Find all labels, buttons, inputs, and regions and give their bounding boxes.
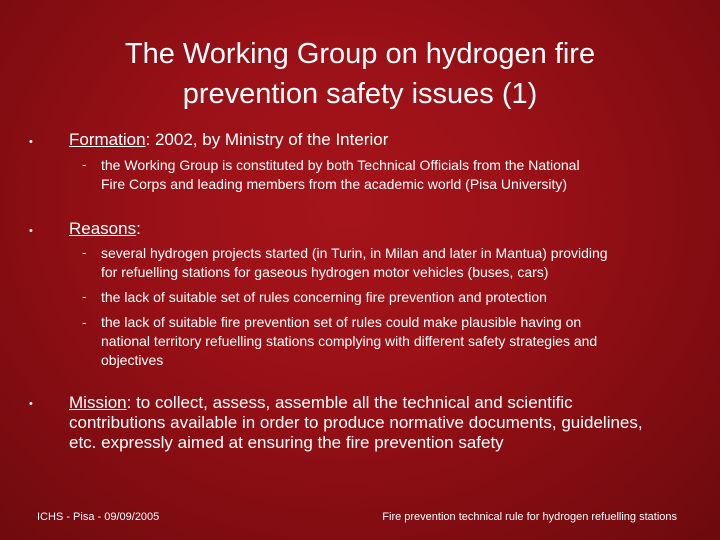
reasons-sub2-line-1: the lack of suitable set of rules concerning fire prevention and protection xyxy=(101,289,547,305)
reasons-sub1-line-2: for refuelling stations for gaseous hydrogen motor vehicles (buses, cars) xyxy=(101,264,549,280)
reasons-text: : xyxy=(136,219,141,238)
mission-line-3: etc. expressly aimed at ensuring the fire prevention safety xyxy=(69,433,504,452)
reasons-bullet xyxy=(69,219,689,239)
formation-label: Formation xyxy=(69,130,146,149)
footer-right: Fire prevention technical rule for hydrogen refuelling stations xyxy=(382,511,677,523)
formation-sub-line-2: Fire Corps and leading members from the academic world (Pisa University) xyxy=(101,176,568,192)
mission-text-1: : to collect, assess, assemble all the technical and scientific xyxy=(126,393,573,412)
title-line-1: The Working Group on hydrogen fire xyxy=(124,38,596,70)
bullet-icon: • xyxy=(29,225,33,237)
mission-line-1 xyxy=(69,393,689,413)
mission-label: Mission xyxy=(69,393,127,412)
dash-icon: - xyxy=(82,289,87,304)
formation-sub-line-1: the Working Group is constituted by both Technical Officials from the National xyxy=(101,157,580,173)
formation-text: : 2002, by Ministry of the Interior xyxy=(145,130,389,149)
bullet-icon: • xyxy=(29,398,33,410)
dash-icon: - xyxy=(82,157,87,172)
reasons-label: Reasons xyxy=(69,219,137,238)
mission-bullet xyxy=(69,393,689,453)
mission-line-2: contributions available in order to produce normative documents, guidelines, xyxy=(69,413,643,432)
dash-icon: - xyxy=(82,245,87,260)
bullet-icon: • xyxy=(29,136,33,148)
footer-left: ICHS - Pisa - 09/09/2005 xyxy=(37,511,160,523)
reasons-sub3-line-1: the lack of suitable fire prevention set of rules could make plausible having on xyxy=(101,314,582,330)
reasons-sub-item-3 xyxy=(101,313,691,370)
reasons-sub-item-2 xyxy=(101,288,691,307)
slide-title xyxy=(60,34,660,114)
formation-sub-item xyxy=(101,156,691,194)
dash-icon: - xyxy=(82,315,87,330)
reasons-sub3-line-2: national territory refuelling stations complying with different safety strategies and xyxy=(101,333,598,349)
reasons-sub-item-1 xyxy=(101,244,691,282)
title-line-2: prevention safety issues (1) xyxy=(182,78,538,110)
reasons-sub1-line-1: several hydrogen projects started (in Turin, in Milan and later in Mantua) providing xyxy=(101,245,608,261)
reasons-sub3-line-3: objectives xyxy=(101,352,164,368)
formation-bullet xyxy=(69,130,689,150)
